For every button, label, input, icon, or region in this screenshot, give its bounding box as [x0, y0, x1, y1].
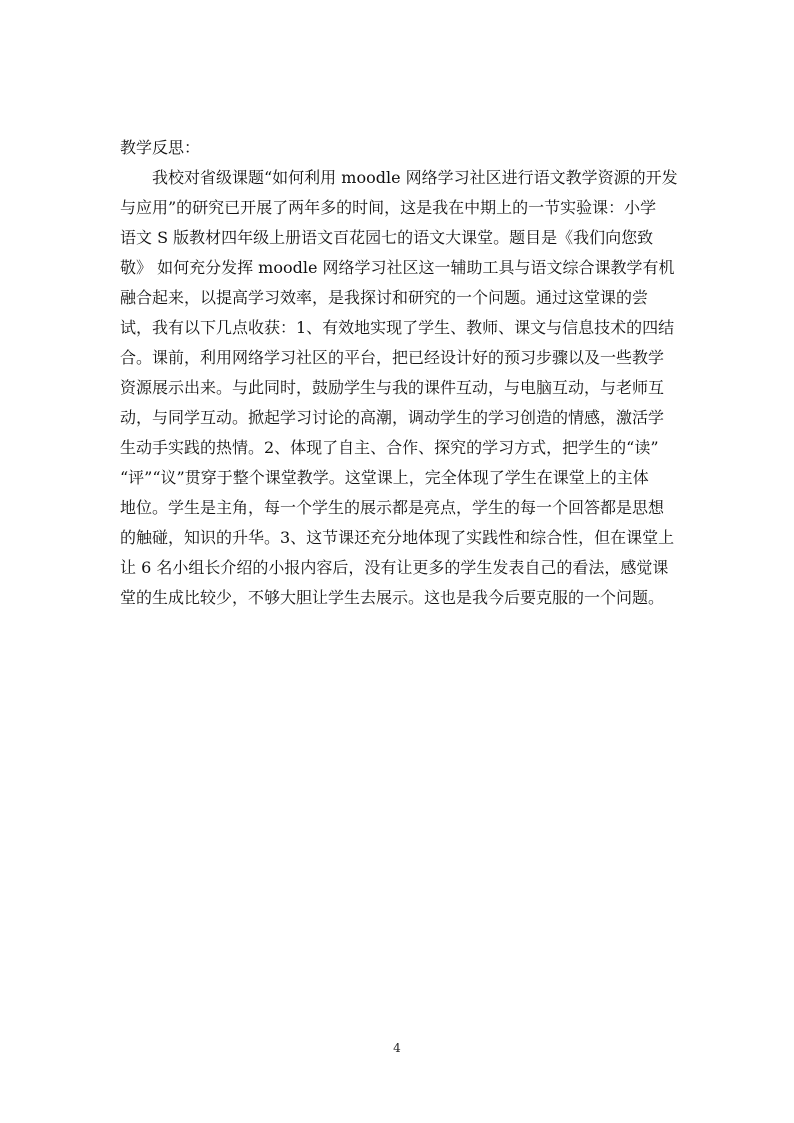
- paragraph-line: “评”“议”贯穿于整个课堂教学。这堂课上，完全体现了学生在课堂上的主体: [120, 468, 649, 487]
- paragraph-line: 的触碰，知识的升华。3、这节课还充分地体现了实践性和综合性，但在课堂上: [120, 528, 675, 547]
- paragraph-line: 堂的生成比较少，不够大胆让学生去展示。这也是我今后要克服的一个问题。: [120, 588, 665, 607]
- paragraph-line: 与应用”的研究已开展了两年多的时间，这是我在中期上的一节实验课：小学: [120, 198, 657, 217]
- paragraph-line: 敬》 如何充分发挥 moodle 网络学习社区这一辅助工具与语文综合课教学有机: [120, 258, 675, 277]
- paragraph-line: 动，与同学互动。掀起学习讨论的高潮，调动学生的学习创造的情感，激活学: [120, 408, 665, 427]
- paragraph-line: 资源展示出来。与此同时，鼓励学生与我的课件互动，与电脑互动，与老师互: [120, 378, 665, 397]
- paragraph-line: 语文 S 版教材四年级上册语文百花园七的语文大课堂。题目是《我们向您致: [120, 228, 654, 247]
- paragraph-line: 让 6 名小组长介绍的小报内容后，没有让更多的学生发表自己的看法，感觉课: [120, 558, 669, 577]
- section-heading: 教学反思：: [120, 138, 201, 157]
- paragraph-line: 融合起来，以提高学习效率，是我探讨和研究的一个问题。通过这堂课的尝: [120, 288, 649, 307]
- document-body: [120, 133, 680, 613]
- paragraph-line: 试，我有以下几点收获：1、有效地实现了学生、教师、课文与信息技术的四结: [120, 318, 675, 337]
- page-number: 4: [393, 1041, 401, 1055]
- paragraph-line: 生动手实践的热情。2、体现了自主、合作、探究的学习方式，把学生的“读”: [120, 438, 659, 457]
- paragraph-line: 地位。学生是主角，每一个学生的展示都是亮点，学生的每一个回答都是思想: [120, 498, 665, 517]
- paragraph-line: 我校对省级课题“如何利用 moodle 网络学习社区进行语文教学资源的开发: [152, 168, 678, 187]
- paragraph-line: 合。课前，利用网络学习社区的平台，把已经设计好的预习步骤以及一些教学: [120, 348, 665, 367]
